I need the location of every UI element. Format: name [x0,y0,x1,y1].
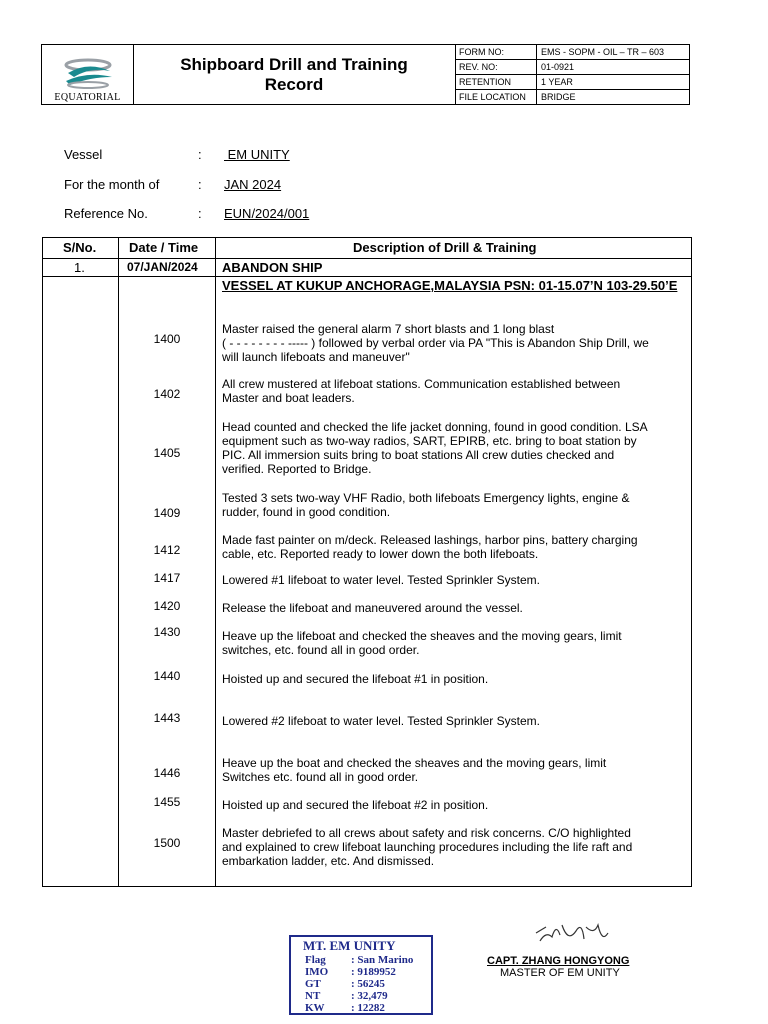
entry-line: Hoisted up and secured the lifeboat #1 in position. [222,672,489,686]
entry-line: Tested 3 sets two-way VHF Radio, both lifeboats Emergency lights, engine & [222,491,630,505]
entry-line: Lowered #1 lifeboat to water level. Tested Sprinkler System. [222,573,540,587]
row-divider [43,258,691,259]
entry-description [222,420,688,476]
entry-line: Master raised the general alarm 7 short blasts and 1 long blast [222,322,555,336]
header-sno: S/No. [63,240,97,255]
entry-line: equipment such as two-way radios, SART, EPIRB, etc. bring to boat station by [222,434,637,448]
entry-description [222,798,688,812]
entry-line: Master debriefed to all crews about safety and risk concerns. C/O highlighted [222,826,631,840]
entry-description [222,629,688,657]
stamp-key: KW [305,1002,325,1014]
meta-key: FORM NO: [455,45,537,60]
entry-description [222,322,688,364]
entry-time: 1412 [153,543,181,557]
entry-description [222,672,688,686]
entry-description [222,756,688,784]
entry-time: 1405 [153,446,181,460]
drill-date: 07/JAN/2024 [127,260,198,274]
reference-value: EUN/2024/001 [224,206,310,221]
entry-line: PIC. All immersion suits bring to boat stations All crew duties checked and [222,448,615,462]
title-line-1: Shipboard Drill and Training [180,54,408,74]
stamp-row [305,1002,385,1014]
captain-role: MASTER OF EM UNITY [500,967,620,979]
row-divider [43,276,691,277]
entry-description [222,714,688,728]
stamp-key: IMO [305,966,329,978]
entry-time: 1430 [153,625,181,639]
entry-line: Lowered #2 lifeboat to water level. Tested Sprinkler System. [222,714,540,728]
entry-time: 1500 [153,836,181,850]
entry-description [222,601,688,615]
stamp-value: : 56245 [351,978,385,990]
location-heading: VESSEL AT KUKUP ANCHORAGE,MALAYSIA PSN: 01-15.07’N 103-29.50’E [222,278,678,293]
entry-line: and explained to crew lifeboat launching procedures including the life raft and [222,840,633,854]
entry-line: will launch lifeboats and maneuver" [222,350,410,364]
entry-time: 1402 [153,387,181,401]
entry-time: 1443 [153,711,181,725]
entry-time: 1446 [153,766,181,780]
header-date: Date / Time [129,240,199,255]
entry-time: 1440 [153,669,181,683]
column-divider [215,238,216,886]
entry-time: 1420 [153,599,181,613]
stamp-value: : 12282 [351,1002,385,1014]
entry-line: cable, etc. Reported ready to lower down the both lifeboats. [222,547,539,561]
stamp-value: : San Marino [351,954,414,966]
entry-line: rudder, found in good condition. [222,505,391,519]
title-line-2: Record [264,74,324,94]
entry-line: ( - - - - - - - - ----- ) followed by verbal order via PA "This is Abandon Ship Drill, we [222,336,649,350]
entry-description [222,491,688,519]
serial-number: 1. [74,260,85,275]
stamp-row [305,966,396,978]
stamp-key: GT [305,978,321,990]
vessel-label: Vessel [64,147,103,162]
entry-line: Head counted and checked the life jacket donning, found in good condition. LSA [222,420,648,434]
entry-line: Heave up the boat and checked the sheaves and the moving gears, limit [222,756,607,770]
entry-line: switches, etc. found all in good order. [222,643,420,657]
stamp-title: MT. EM UNITY [303,938,396,953]
month-value: JAN 2024 [224,177,282,192]
meta-value: EMS - SOPM - OIL – TR – 603 [537,45,690,60]
entry-line: Heave up the lifeboat and checked the sheaves and the moving gears, limit [222,629,622,643]
entry-time: 1400 [153,332,181,346]
meta-value: 01-0921 [537,60,690,75]
entry-time: 1455 [153,795,181,809]
stamp-key: NT [305,990,321,1002]
vessel-stamp [289,935,433,1015]
form-header [41,44,690,105]
colon: : [198,177,202,192]
meta-key: RETENTION [455,75,537,90]
drill-table [42,237,692,887]
logo-text: EQUATORIAL [54,92,121,103]
entry-description [222,377,688,405]
equatorial-logo-icon [60,53,116,91]
entry-description [222,533,688,561]
entry-line: embarkation ladder, etc. And dismissed. [222,854,435,868]
stamp-row [305,954,413,966]
logo-cell [42,45,134,104]
form-meta-table [455,45,689,104]
colon: : [198,147,202,162]
entry-time: 1409 [153,506,181,520]
meta-row [455,90,689,105]
header-description: Description of Drill & Training [353,240,537,255]
form-title [133,45,456,104]
entry-line: verified. Reported to Bridge. [222,462,372,476]
vessel-value: EM UNITY [224,147,290,162]
entry-line: Release the lifeboat and maneuvered around the vessel. [222,601,523,615]
colon: : [198,206,202,221]
meta-row [455,75,689,90]
entry-time: 1417 [153,571,181,585]
entry-description [222,826,688,868]
meta-row [455,60,689,75]
meta-key: FILE LOCATION [455,90,537,105]
captain-name: CAPT. ZHANG HONGYONG [487,955,630,967]
stamp-value: : 32,479 [351,990,388,1002]
meta-value: BRIDGE [537,90,690,105]
meta-value: 1 YEAR [537,75,690,90]
meta-row [455,45,689,60]
stamp-row [305,990,388,1002]
entry-line: Master and boat leaders. [222,391,355,405]
entry-line: Switches etc. found all in good order. [222,770,419,784]
month-label: For the month of [64,177,160,192]
entry-description [222,573,688,587]
handwritten-signature-icon [532,913,612,949]
stamp-row [305,978,385,990]
stamp-value: : 9189952 [351,966,396,978]
meta-key: REV. NO: [455,60,537,75]
reference-label: Reference No. [64,206,148,221]
entry-line: Hoisted up and secured the lifeboat #2 in position. [222,798,489,812]
entry-line: Made fast painter on m/deck. Released lashings, harbor pins, battery charging [222,533,638,547]
drill-title: ABANDON SHIP [222,260,323,275]
entry-line: All crew mustered at lifeboat stations. Communication established between [222,377,621,391]
stamp-key: Flag [305,954,326,966]
